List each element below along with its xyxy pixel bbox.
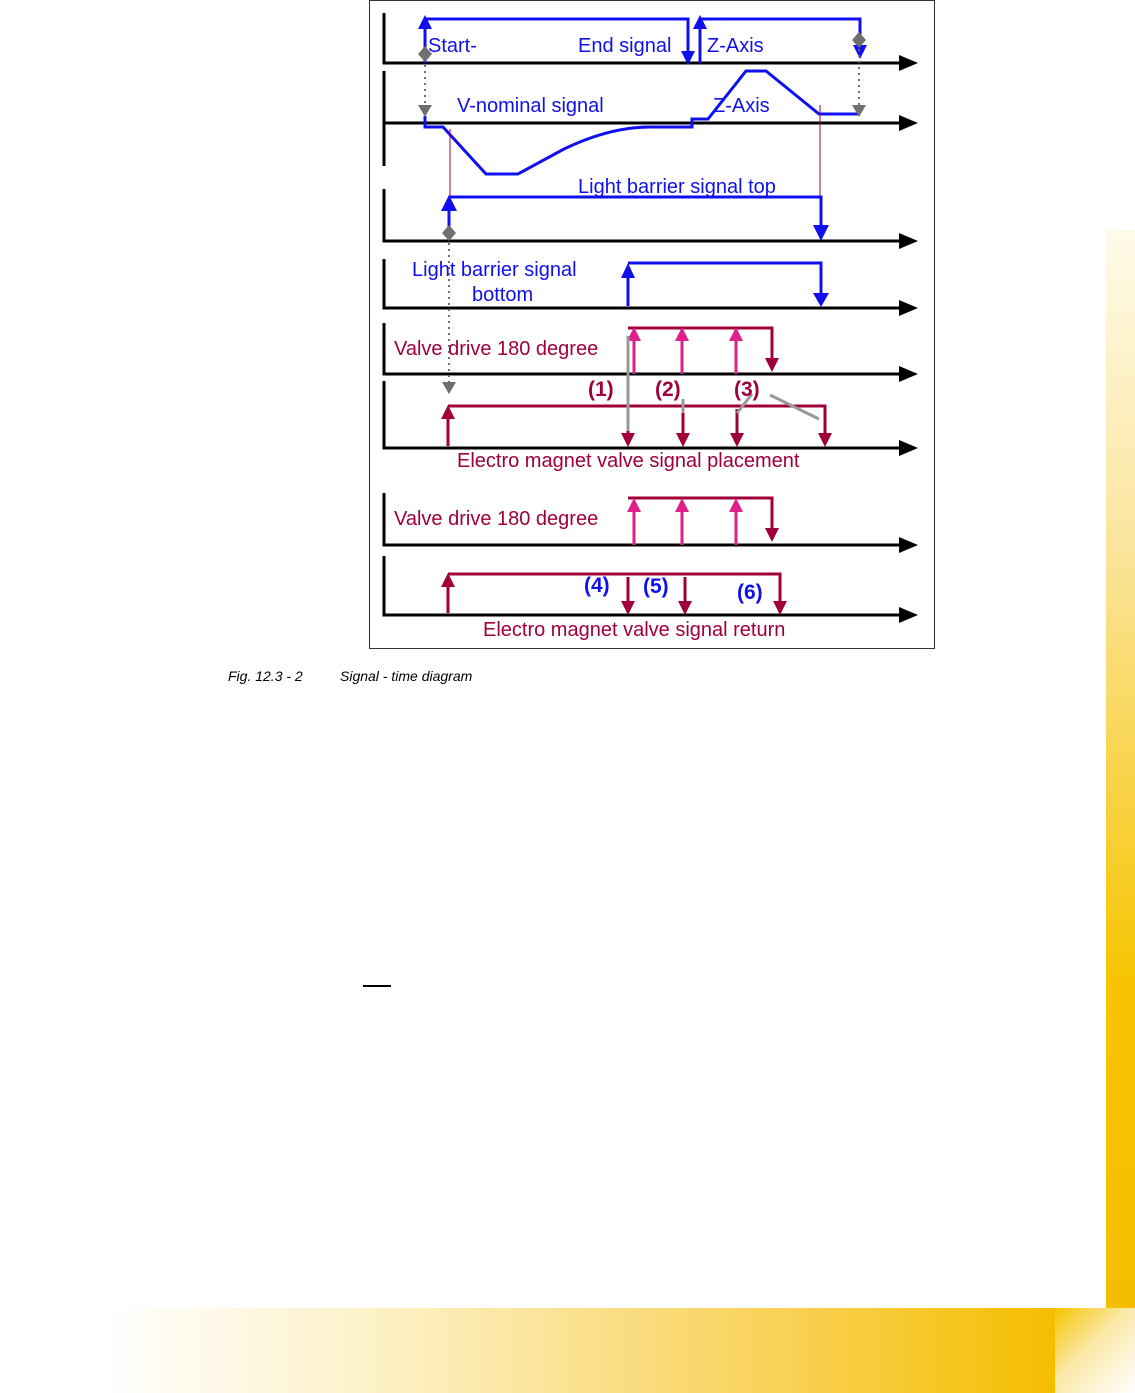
lb-top-signal bbox=[449, 197, 821, 233]
label-n2: (2) bbox=[655, 378, 681, 401]
valve-drive-1 bbox=[627, 327, 779, 374]
label-start: Start- bbox=[428, 35, 477, 57]
label-v-nominal: V-nominal signal bbox=[457, 95, 604, 117]
lb-bottom-arrowheads bbox=[621, 263, 829, 307]
decorative-corner-block bbox=[1055, 1308, 1135, 1393]
label-lb-top: Light barrier signal top bbox=[578, 176, 776, 198]
figure-caption bbox=[228, 668, 472, 684]
decorative-side-band bbox=[1106, 230, 1135, 1310]
label-valve-drive-1: Valve drive 180 degree bbox=[394, 338, 599, 360]
em-return-signal bbox=[441, 573, 787, 615]
label-z-axis-1: Z-Axis bbox=[707, 35, 764, 57]
axis-arrowheads bbox=[899, 55, 918, 623]
label-em-return: Electro magnet valve signal return bbox=[483, 619, 786, 641]
label-n5: (5) bbox=[643, 575, 669, 598]
axis-row-2 bbox=[384, 71, 905, 166]
label-n1: (1) bbox=[588, 378, 614, 401]
label-z-axis-2: Z-Axis bbox=[713, 95, 770, 117]
label-n4: (4) bbox=[584, 574, 610, 597]
label-lb-bottom-2: bottom bbox=[472, 284, 534, 306]
valve-drive-2 bbox=[627, 498, 779, 545]
diagram-svg bbox=[370, 1, 936, 650]
label-em-placement: Electro magnet valve signal placement bbox=[457, 450, 800, 472]
horizontal-rule bbox=[363, 985, 391, 987]
label-end-signal: End signal bbox=[578, 35, 672, 57]
label-n6: (6) bbox=[737, 581, 763, 604]
label-lb-bottom-1: Light barrier signal bbox=[412, 259, 577, 281]
signal-time-diagram bbox=[369, 0, 935, 649]
label-valve-drive-2: Valve drive 180 degree bbox=[394, 508, 599, 530]
lb-top-arrowheads bbox=[441, 195, 829, 241]
figure-title: Signal - time diagram bbox=[340, 668, 473, 684]
label-n3: (3) bbox=[734, 378, 760, 401]
figure-number: Fig. 12.3 - 2 bbox=[228, 668, 303, 684]
decorative-bottom-band bbox=[104, 1308, 1055, 1393]
lb-bottom-signal bbox=[628, 263, 821, 306]
